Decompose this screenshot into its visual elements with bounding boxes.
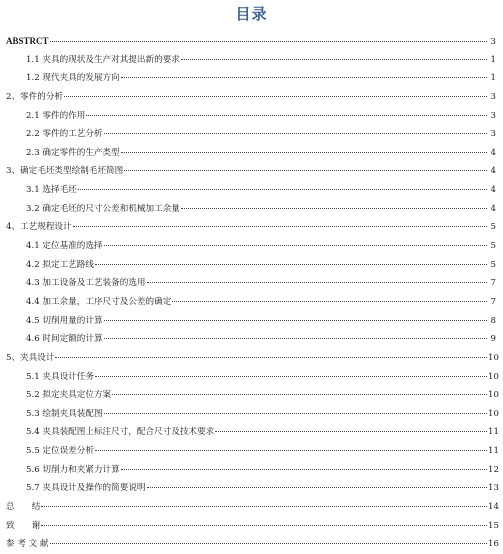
toc-entry[interactable] bbox=[6, 330, 496, 349]
toc-entry-title: 5.1 夹具设计任务 bbox=[26, 371, 94, 382]
toc-entry-title: 3.2 确定毛坯的尺寸公差和机械加工余量 bbox=[26, 203, 180, 214]
toc-entry-title: 2.1 零件的作用 bbox=[26, 110, 86, 121]
dot-leader bbox=[104, 320, 487, 321]
dot-leader bbox=[78, 189, 487, 190]
toc-entry-title: 2.2 零件的工艺分析 bbox=[26, 129, 103, 140]
toc-entry-title: 致 谢 bbox=[6, 520, 41, 531]
dot-leader bbox=[95, 450, 487, 451]
dot-leader bbox=[112, 394, 487, 395]
toc-entry[interactable] bbox=[6, 107, 496, 126]
toc-entry-page-number: 14 bbox=[488, 502, 499, 513]
dot-leader bbox=[95, 264, 487, 265]
toc-entry[interactable] bbox=[6, 479, 499, 498]
toc-entry-page-number: 11 bbox=[488, 446, 499, 457]
dot-leader bbox=[41, 506, 487, 507]
toc-entry[interactable] bbox=[6, 144, 496, 163]
dot-leader bbox=[50, 543, 487, 544]
dot-leader bbox=[172, 301, 487, 302]
toc-entry[interactable] bbox=[6, 218, 496, 237]
toc-entry-title: 4.4 加工余量，工序尺寸及公差的确定 bbox=[26, 296, 172, 307]
toc-entry-page-number: 3 bbox=[490, 37, 496, 47]
toc-entry-page-number: 1 bbox=[490, 54, 496, 65]
toc-entry-title: 4.2 拟定工艺路线 bbox=[26, 259, 94, 270]
toc-entry-title: 4.1 定位基准的选择 bbox=[26, 241, 103, 252]
dot-leader bbox=[41, 525, 487, 526]
toc-entry-page-number: 9 bbox=[490, 334, 496, 345]
toc-entry-page-number: 4 bbox=[490, 203, 496, 214]
toc-entry[interactable] bbox=[6, 423, 499, 442]
toc-title: 目录 bbox=[235, 5, 268, 23]
toc-entry-title: 4.3 加工设备及工艺装备的选用 bbox=[26, 278, 146, 289]
toc-entry-page-number: 7 bbox=[490, 278, 496, 289]
toc-entry-title: 5.6 切削力和夹紧力计算 bbox=[26, 464, 120, 475]
toc-entry[interactable] bbox=[6, 256, 496, 275]
dot-leader bbox=[50, 41, 487, 42]
toc-entry[interactable] bbox=[6, 535, 499, 554]
toc-entry[interactable] bbox=[6, 442, 499, 461]
toc-entry-page-number: 15 bbox=[488, 520, 499, 531]
toc-entry[interactable] bbox=[6, 293, 496, 312]
toc-entry-page-number: 1 bbox=[490, 73, 496, 84]
toc-entry-page-number: 4 bbox=[490, 147, 496, 158]
toc-entry-title: 5、夹具设计 bbox=[6, 352, 55, 363]
toc-entry-page-number: 10 bbox=[488, 390, 499, 401]
toc-entry-page-number: 3 bbox=[490, 129, 496, 140]
dot-leader bbox=[95, 376, 487, 377]
toc-entry-page-number: 3 bbox=[490, 110, 496, 121]
toc-entry-title: 5.5 定位误差分析 bbox=[26, 446, 94, 457]
toc-entry-page-number: 10 bbox=[488, 371, 499, 382]
toc-entry-title: 2.3 确定零件的生产类型 bbox=[26, 147, 120, 158]
toc-entry[interactable] bbox=[6, 237, 496, 256]
toc-entry[interactable] bbox=[6, 349, 499, 368]
toc-entry[interactable] bbox=[6, 498, 499, 517]
toc-entry-page-number: 3 bbox=[490, 91, 496, 102]
toc-entry-page-number: 5 bbox=[490, 222, 496, 233]
toc-entry-page-number: 8 bbox=[490, 315, 496, 326]
toc-entry[interactable] bbox=[6, 51, 496, 70]
toc-entry-title: 5.7 夹具设计及操作的简要说明 bbox=[26, 483, 146, 494]
toc-entry-title: 3、确定毛坯类型绘制毛坯简图 bbox=[6, 166, 124, 177]
toc-entry[interactable] bbox=[6, 125, 496, 144]
toc-entry[interactable] bbox=[6, 69, 496, 88]
toc-entry-title: 5.4 夹具装配图上标注尺寸，配合尺寸及技术要求 bbox=[26, 427, 215, 438]
toc-entry-title: ABSTRCT bbox=[6, 36, 49, 46]
toc-entry[interactable] bbox=[6, 162, 496, 181]
toc-entry[interactable] bbox=[6, 386, 499, 405]
toc-entry[interactable] bbox=[6, 461, 499, 480]
dot-leader bbox=[181, 59, 487, 60]
toc-entry-title: 1.1 夹具的现状及生产对其提出新的要求 bbox=[26, 54, 180, 65]
toc-entry-title: 5.2 拟定夹具定位方案 bbox=[26, 390, 112, 401]
toc-entry-page-number: 4 bbox=[490, 185, 496, 196]
toc-entry-title: 3.1 选择毛坯 bbox=[26, 185, 77, 196]
dot-leader bbox=[86, 115, 487, 116]
toc-entry[interactable] bbox=[6, 88, 496, 107]
toc-entry[interactable] bbox=[6, 32, 496, 51]
toc-entry-title: 1.2 现代夹具的发展方向 bbox=[26, 73, 120, 84]
dot-leader bbox=[73, 226, 487, 227]
toc-entry-page-number: 11 bbox=[488, 427, 499, 438]
toc-entry[interactable] bbox=[6, 200, 496, 219]
dot-leader bbox=[181, 208, 487, 209]
toc-entry-title: 总 结 bbox=[6, 502, 41, 513]
table-of-contents bbox=[6, 32, 499, 554]
dot-leader bbox=[121, 469, 487, 470]
dot-leader bbox=[121, 77, 487, 78]
toc-entry-title: 4.5 切削用量的计算 bbox=[26, 315, 103, 326]
toc-entry-title: 4.6 时间定额的计算 bbox=[26, 334, 103, 345]
toc-entry-page-number: 7 bbox=[490, 296, 496, 307]
toc-entry-title: 参 考 文 献 bbox=[6, 539, 49, 550]
dot-leader bbox=[104, 413, 487, 414]
dot-leader bbox=[104, 338, 487, 339]
dot-leader bbox=[215, 431, 487, 432]
toc-entry-page-number: 4 bbox=[490, 166, 496, 177]
dot-leader bbox=[104, 133, 487, 134]
toc-entry-page-number: 13 bbox=[488, 483, 499, 494]
toc-entry-page-number: 16 bbox=[488, 539, 499, 550]
toc-entry[interactable] bbox=[6, 312, 496, 331]
toc-entry-page-number: 10 bbox=[488, 408, 499, 419]
dot-leader bbox=[104, 245, 487, 246]
dot-leader bbox=[147, 282, 487, 283]
toc-entry-page-number: 10 bbox=[488, 352, 499, 363]
toc-entry-page-number: 12 bbox=[488, 464, 499, 475]
toc-entry-title: 5.3 绘制夹具装配图 bbox=[26, 408, 103, 419]
dot-leader bbox=[64, 96, 487, 97]
toc-entry[interactable] bbox=[6, 368, 499, 387]
toc-entry[interactable] bbox=[6, 274, 496, 293]
toc-entry[interactable] bbox=[6, 181, 496, 200]
dot-leader bbox=[124, 170, 487, 171]
toc-entry-title: 4、工艺规程设计 bbox=[6, 222, 72, 233]
toc-entry-title: 2、零件的分析 bbox=[6, 91, 64, 102]
dot-leader bbox=[121, 152, 487, 153]
toc-entry[interactable] bbox=[6, 517, 499, 536]
toc-entry[interactable] bbox=[6, 405, 499, 424]
dot-leader bbox=[55, 357, 487, 358]
toc-entry-page-number: 5 bbox=[490, 241, 496, 252]
toc-entry-page-number: 5 bbox=[490, 259, 496, 270]
